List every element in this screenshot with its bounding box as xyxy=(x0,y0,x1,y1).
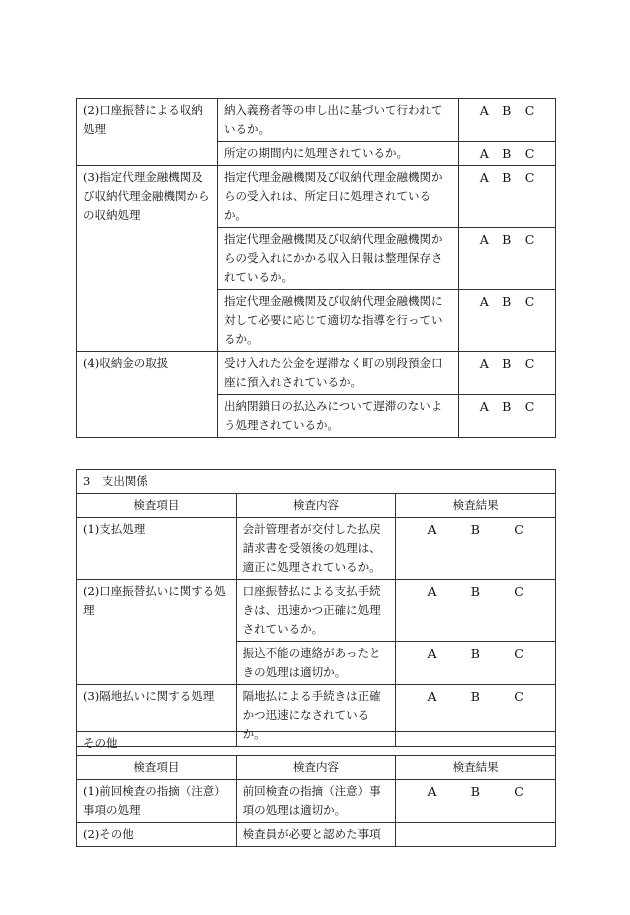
result-cell xyxy=(459,166,556,228)
content-cell: 口座振替払による支払手続きは、迅速かつ正確に処理されているか。 xyxy=(236,580,396,642)
grade-c: C xyxy=(524,170,535,185)
grade-c: C xyxy=(514,646,524,661)
result-cell-empty xyxy=(396,823,556,847)
grade-a: A xyxy=(479,146,489,161)
content-cell: 振込不能の連絡があったときの処理は適切か。 xyxy=(236,642,396,685)
result-cell xyxy=(459,395,556,438)
content-cell: 指定代理金融機関及び収納代理金融機関からの受入れは、所定日に処理されているか。 xyxy=(218,166,459,228)
grade-a: A xyxy=(479,232,489,247)
table-row xyxy=(77,166,556,228)
grade-a: A xyxy=(427,584,437,599)
grade-b: B xyxy=(502,232,512,247)
item-cell: (3)隔地払いに関する処理 xyxy=(77,685,237,747)
content-cell: 出納閉鎖日の払込みについて遅滞のないよう処理されているか。 xyxy=(218,395,459,438)
item-cell: (2)その他 xyxy=(77,823,237,847)
grade-b: B xyxy=(502,356,512,371)
grade-b: B xyxy=(470,784,480,799)
result-cell xyxy=(459,290,556,352)
content-cell: 前回検査の指摘（注意）事項の処理は適切か。 xyxy=(236,780,396,823)
grade-b: B xyxy=(470,646,480,661)
result-cell xyxy=(396,780,556,823)
grade-b: B xyxy=(502,399,512,414)
header-item: 検査項目 xyxy=(77,756,237,780)
other-table xyxy=(76,731,556,847)
grade-b: B xyxy=(502,103,512,118)
grade-b: B xyxy=(470,689,480,704)
table-row xyxy=(77,580,556,642)
header-item: 検査項目 xyxy=(77,494,237,518)
item-cell: (2)口座振替払いに関する処理 xyxy=(77,580,237,685)
result-cell xyxy=(396,642,556,685)
grade-c: C xyxy=(524,356,535,371)
result-cell xyxy=(459,228,556,290)
receipts-table xyxy=(76,98,556,438)
table-row xyxy=(77,352,556,395)
grade-c: C xyxy=(514,522,524,537)
table-row xyxy=(77,823,556,847)
grade-c: C xyxy=(524,232,535,247)
grade-b: B xyxy=(502,294,512,309)
result-cell xyxy=(459,142,556,166)
header-row xyxy=(77,494,556,518)
grade-a: A xyxy=(427,646,437,661)
result-cell xyxy=(459,99,556,142)
grade-a: A xyxy=(479,170,489,185)
table-row xyxy=(77,518,556,580)
expenditure-table xyxy=(76,469,556,747)
result-cell xyxy=(396,580,556,642)
grade-a: A xyxy=(479,356,489,371)
header-result: 検査結果 xyxy=(396,494,556,518)
item-cell: (4)収納金の取扱 xyxy=(77,352,218,438)
result-cell xyxy=(459,352,556,395)
grade-a: A xyxy=(427,522,437,537)
grade-c: C xyxy=(524,146,535,161)
section-title-row xyxy=(77,732,556,756)
content-cell: 検査員が必要と認めた事項 xyxy=(236,823,396,847)
grade-a: A xyxy=(479,294,489,309)
content-cell: 指定代理金融機関及び収納代理金融機関からの受入れにかかる収入日報は整理保存されているか。 xyxy=(218,228,459,290)
item-cell: (1)前回検査の指摘（注意）事項の処理 xyxy=(77,780,237,823)
grade-c: C xyxy=(524,103,535,118)
section-title: 3 支出関係 xyxy=(77,470,556,494)
grade-b: B xyxy=(470,522,480,537)
grade-a: A xyxy=(427,689,437,704)
item-cell: (2)口座振替による収納処理 xyxy=(77,99,218,166)
content-cell: 指定代理金融機関及び収納代理金融機関に対して必要に応じて適切な指導を行っているか。 xyxy=(218,290,459,352)
table-row xyxy=(77,780,556,823)
grade-c: C xyxy=(524,294,535,309)
grade-a: A xyxy=(479,103,489,118)
header-content: 検査内容 xyxy=(236,494,396,518)
content-cell: 受け入れた公金を遅滞なく町の別段預金口座に預入れされているか。 xyxy=(218,352,459,395)
header-result: 検査結果 xyxy=(396,756,556,780)
table-row xyxy=(77,99,556,142)
content-cell: 会計管理者が交付した払戻請求書を受領後の処理は、適正に処理されているか。 xyxy=(236,518,396,580)
header-content: 検査内容 xyxy=(236,756,396,780)
item-cell: (3)指定代理金融機関及び収納代理金融機関からの収納処理 xyxy=(77,166,218,352)
grade-b: B xyxy=(502,146,512,161)
grade-a: A xyxy=(479,399,489,414)
grade-a: A xyxy=(427,784,437,799)
section-title-row xyxy=(77,470,556,494)
section-title: その他 xyxy=(77,732,556,756)
grade-b: B xyxy=(470,584,480,599)
item-cell: (1)支払処理 xyxy=(77,518,237,580)
grade-c: C xyxy=(514,689,524,704)
content-cell: 所定の期間内に処理されているか。 xyxy=(218,142,459,166)
grade-c: C xyxy=(524,399,535,414)
content-cell: 隔地払による手続きは正確かつ迅速になされているか。 xyxy=(236,685,396,747)
result-cell xyxy=(396,518,556,580)
content-cell: 納入義務者等の申し出に基づいて行われているか。 xyxy=(218,99,459,142)
header-row xyxy=(77,756,556,780)
grade-b: B xyxy=(502,170,512,185)
grade-c: C xyxy=(514,584,524,599)
grade-c: C xyxy=(514,784,524,799)
